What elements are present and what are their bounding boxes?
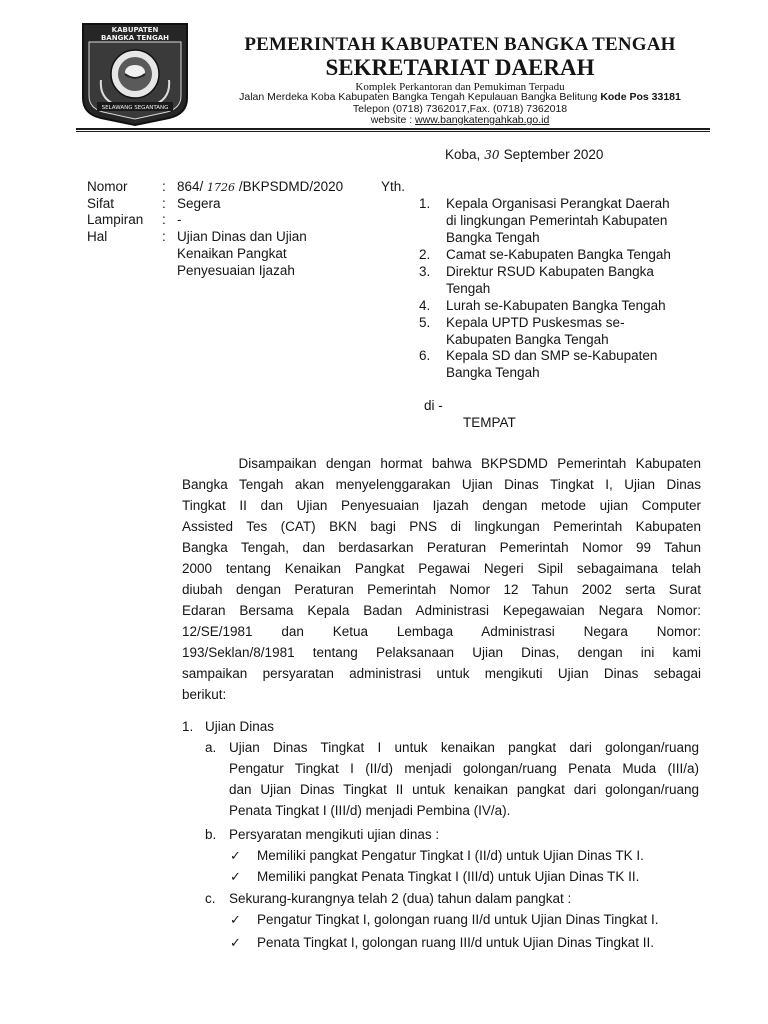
list-item-title: Ujian Dinas (205, 719, 275, 734)
check-icon: ✓ (230, 848, 241, 863)
date-place: Koba, (445, 147, 481, 162)
letterhead-rule-thin (76, 131, 710, 132)
sifat-label: Sifat (87, 196, 115, 211)
website-link[interactable]: www.bangkatengahkab.go.id (415, 114, 550, 126)
body-line: 2000 tentang Kenaikan Pangkat Pegawai Negeri Sipil sebagaimana telah (182, 561, 701, 576)
body-line: Tingkat II dan Ujian Penyesuaian Ijazah dengan metode ujian Computer (182, 498, 701, 513)
office-phone-fax: Telepon (0718) 7362017,Fax. (0718) 7362018 (352, 103, 568, 115)
body-paragraph (182, 453, 701, 705)
government-name: PEMERINTAH KABUPATEN BANGKA TENGAH (244, 34, 676, 55)
hal-line-3: Penyesuaian Ijazah (177, 263, 295, 278)
hal-line-1: Ujian Dinas dan Ujian (177, 229, 307, 244)
hal-colon: : (162, 229, 166, 244)
check-item: Memiliki pangkat Pengatur Tingkat I (II/d) untuk Ujian Dinas TK I. (257, 848, 644, 863)
sublist-letter: b. (205, 827, 217, 842)
body-line: Disampaikan dengan hormat bahwa BKPSDMD Pemerintah Kabupaten (182, 456, 701, 471)
recipient-line: Camat se-Kabupaten Bangka Tengah (446, 247, 671, 262)
body-line: Bangka Tengah akan menyelenggarakan Ujian Dinas Tingkat I, Ujian Dinas (182, 477, 701, 492)
sublist-b-title: Persyaratan mengikuti ujian dinas : (229, 827, 440, 842)
recipient-line: Bangka Tengah (446, 365, 540, 380)
lampiran-value: - (177, 212, 182, 227)
sublist-a-line: Ujian Dinas Tingkat I untuk kenaikan pangkat dari golongan/ruang (229, 740, 699, 755)
sublist-a-line: Penata Tingkat I (III/d) menjadi Pembina (IV/a). (229, 803, 511, 818)
sublist-c-title: Sekurang-kurangnya telah 2 (dua) tahun dalam pangkat : (229, 891, 572, 906)
recipient-number: 1. (419, 196, 431, 211)
check-item: Penata Tingkat I, golongan ruang III/d untuk Ujian Dinas Tingkat II. (257, 935, 654, 950)
recipient-number: 4. (419, 298, 431, 313)
website-label: website : (370, 114, 416, 126)
lampiran-label: Lampiran (87, 212, 144, 227)
tempat-label: TEMPAT (463, 415, 516, 430)
date-day-handwritten: 30 (484, 148, 500, 162)
recipient-line: Lurah se-Kabupaten Bangka Tengah (446, 298, 666, 313)
logo-text-bottom: SELAWANG SEGANTANG (101, 105, 169, 111)
logo-text-top2: BANGKA TENGAH (100, 34, 170, 42)
check-item: Memiliki pangkat Penata Tingkat I (III/d) untuk Ujian Dinas TK II. (257, 869, 640, 884)
office-complex: Komplek Perkantoran dan Pemukiman Terpadu (355, 81, 565, 93)
nomor-handwritten: 1726 (207, 181, 236, 194)
recipient-number: 2. (419, 247, 431, 262)
check-item: Pengatur Tingkat I, golongan ruang II/d untuk Ujian Dinas Tingkat I. (257, 912, 659, 927)
office-name: SEKRETARIAT DAERAH (325, 55, 595, 80)
body-line: 193/Seklan/8/1981 tentang Pelaksanaan Ujian Dinas, dengan ini kami (182, 645, 701, 660)
yth-label: Yth. (381, 179, 406, 194)
sifat-colon: : (162, 196, 166, 211)
hal-label: Hal (87, 229, 108, 244)
recipient-line: di lingkungan Pemerintah Kabupaten (446, 213, 668, 228)
body-line: Assisted Tes (CAT) BKN bagi PNS di lingkungan Pemerintah Kabupaten (182, 519, 701, 534)
nomor-label: Nomor (87, 179, 128, 194)
sublist-letter: c. (205, 891, 216, 906)
nomor-suffix: /BKPSDMD/2020 (238, 179, 344, 194)
recipient-line: Kabupaten Bangka Tengah (446, 332, 609, 347)
recipient-line: Kepala Organisasi Perangkat Daerah (446, 196, 670, 211)
recipient-line: Bangka Tengah (446, 230, 540, 245)
body-line: Bangka Tengah, dan berdasarkan Peraturan Pemerintah Nomor 99 Tahun (182, 540, 701, 555)
office-website (210, 114, 710, 126)
recipient-line: Kepala UPTD Puskesmas se- (446, 315, 625, 330)
address-street: Jalan Merdeka Koba Kabupaten Bangka Tengah Kepulauan Bangka Belitung (239, 91, 598, 103)
recipient-number: 3. (419, 264, 431, 279)
nomor-prefix: 864/ (177, 179, 204, 194)
check-icon: ✓ (230, 935, 241, 950)
regency-emblem-logo (79, 22, 191, 126)
recipient-number: 6. (419, 348, 431, 363)
lampiran-colon: : (162, 212, 166, 227)
recipient-line: Direktur RSUD Kabupaten Bangka (446, 264, 654, 279)
letterhead-rule-thick (76, 128, 710, 130)
check-icon: ✓ (230, 869, 241, 884)
body-line: sampaikan persyaratan administrasi untuk mengikuti Ujian Dinas sebagai (182, 666, 701, 681)
sublist-a-line: Pengatur Tingkat I (II/d) menjadi golongan/ruang Penata Muda (III/a) (229, 761, 699, 776)
recipient-line: Tengah (446, 281, 491, 296)
sublist-letter: a. (205, 740, 217, 755)
check-icon: ✓ (230, 912, 241, 927)
date-month-year: September 2020 (503, 147, 604, 162)
sublist-a-line: dan Ujian Dinas Tingkat II untuk kenaikan pangkat dari golongan/ruang (229, 782, 699, 797)
office-address (150, 91, 768, 103)
logo-text-top: KABUPATEN (111, 26, 159, 34)
nomor-colon: : (162, 179, 166, 194)
body-line: 12/SE/1981 dan Ketua Lembaga Administrasi Negara Nomor: (182, 624, 701, 639)
body-line: diubah dengan Peraturan Pemerintah Nomor 12 Tahun 2002 serta Surat (182, 582, 701, 597)
body-line: Edaran Bersama Kepala Badan Administrasi Kepegawaian Negara Nomor: (182, 603, 701, 618)
recipient-number: 5. (419, 315, 431, 330)
hal-line-2: Kenaikan Pangkat (177, 246, 287, 261)
nomor-value (177, 178, 343, 196)
letter-date (445, 146, 603, 164)
di-label: di - (424, 398, 443, 413)
recipient-line: Kepala SD dan SMP se-Kabupaten (446, 348, 658, 363)
sifat-value: Segera (177, 196, 221, 211)
body-line: berikut: (182, 687, 227, 702)
list-number: 1. (182, 719, 194, 734)
postal-code: Kode Pos 33181 (600, 91, 681, 103)
